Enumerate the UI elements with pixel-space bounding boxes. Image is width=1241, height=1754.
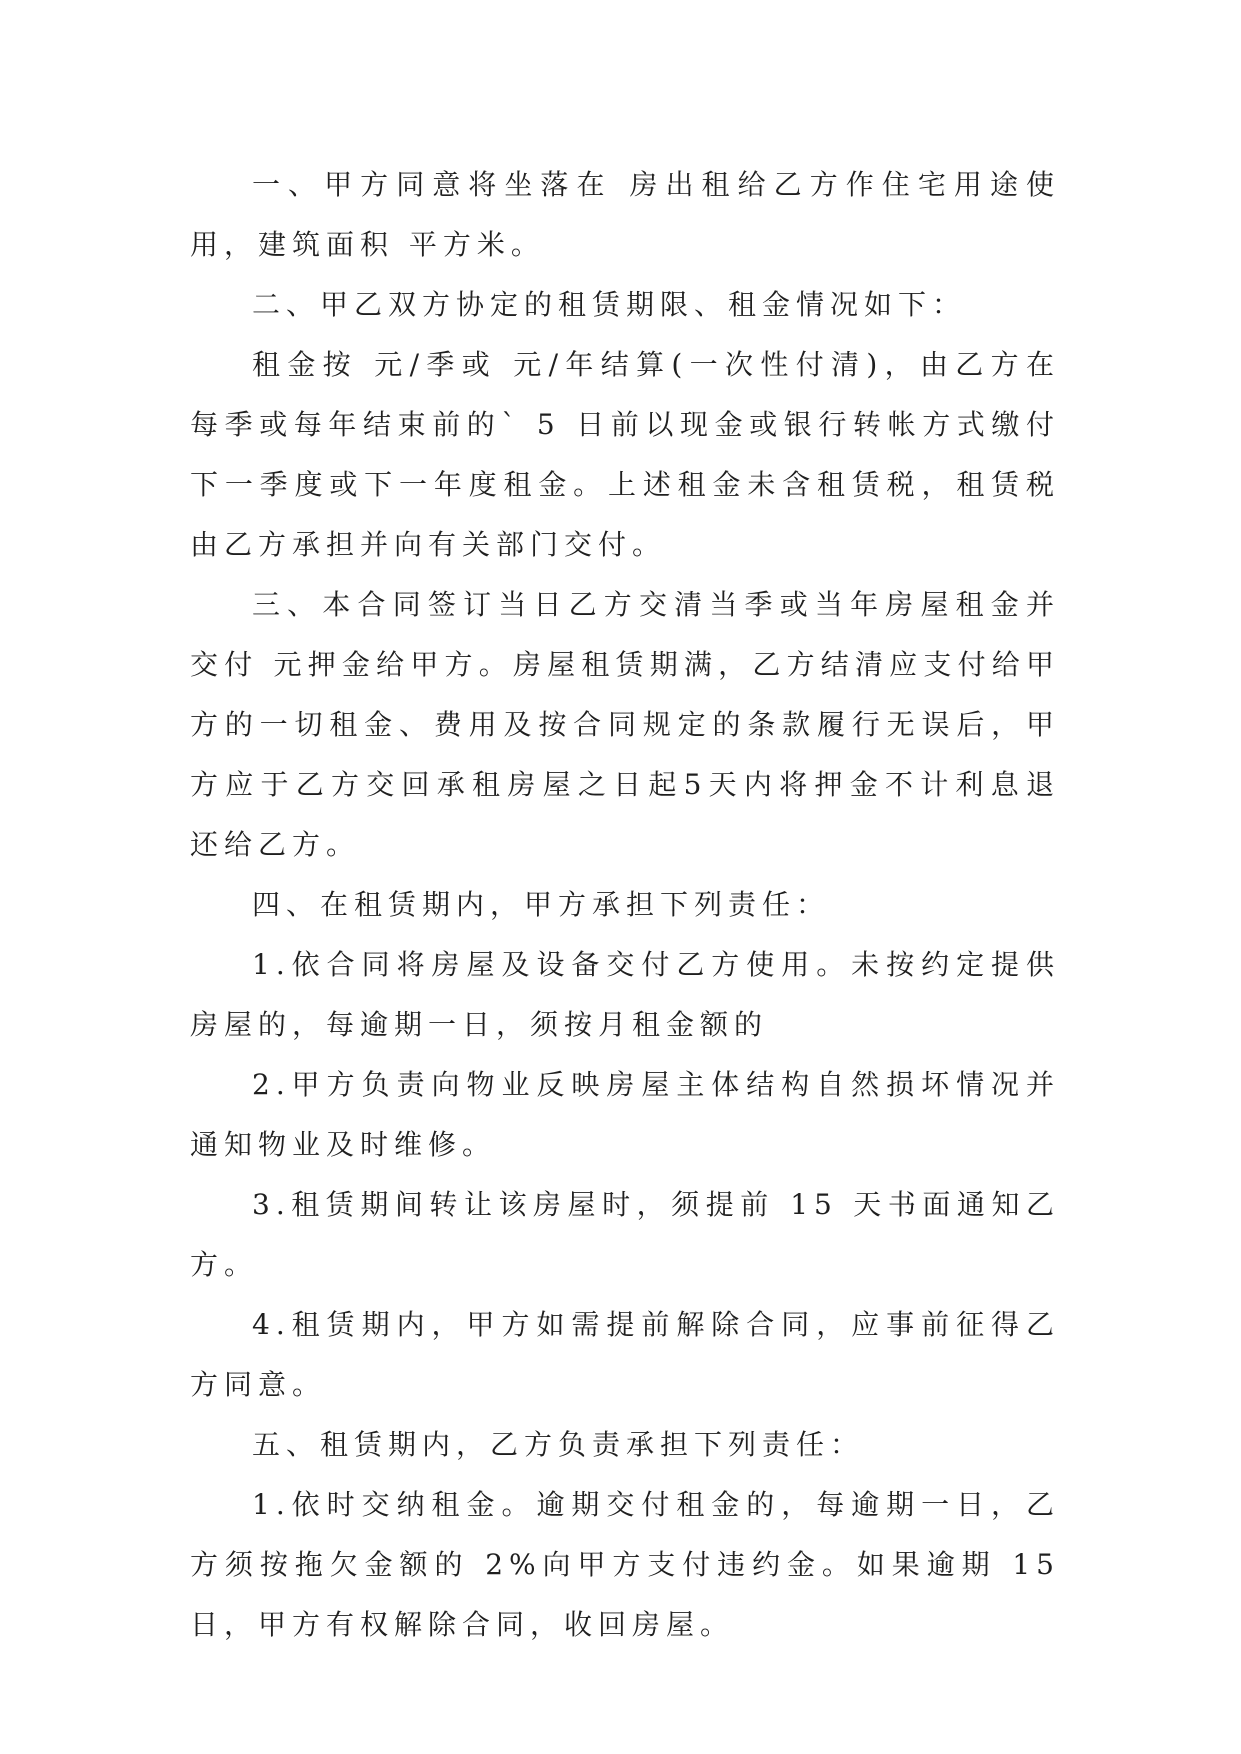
clause-4-item-2: 2.甲方负责向物业反映房屋主体结构自然损坏情况并通知物业及时维修。 [190, 1068, 1060, 1161]
clause-3-paragraph: 三、本合同签订当日乙方交清当季或当年房屋租金并交付 元押金给甲方。房屋租赁期满，乙方结清应支付给甲方的一切租金、费用及按合同规定的条款履行无误后，甲方应于乙方交回承租房屋之日起5天内将押金不计利息退还给乙方。 [190, 588, 1060, 861]
clause-4-item-4: 4.租赁期内，甲方如需提前解除合同，应事前征得乙方同意。 [190, 1308, 1060, 1401]
clause-4-heading: 四、在租赁期内，甲方承担下列责任： [252, 888, 831, 921]
clause-2-heading: 二、甲乙双方协定的租赁期限、租金情况如下： [252, 288, 967, 321]
rent-terms-paragraph: 租金按 元/季或 元/年结算(一次性付清)，由乙方在每季或每年结束前的` 5 日前以现金或银行转帐方式缴付下一季度或下一年度租金。上述租金未含租赁税，租赁税由乙方承担并向有关部门交付。 [190, 348, 1060, 561]
document-body [190, 155, 1060, 1655]
clause-1-paragraph: 一、甲方同意将坐落在 房出租给乙方作住宅用途使用，建筑面积 平方米。 [190, 168, 1060, 261]
clause-4-item-3: 3.租赁期间转让该房屋时，须提前 15 天书面通知乙方。 [190, 1188, 1060, 1281]
clause-5-item-1: 1.依时交纳租金。逾期交付租金的，每逾期一日，乙方须按拖欠金额的 2%向甲方支付违约金。如果逾期 15 日，甲方有权解除合同，收回房屋。 [190, 1488, 1060, 1641]
clause-5-heading: 五、租赁期内，乙方负责承担下列责任： [252, 1428, 865, 1461]
clause-4-item-1: 1.依合同将房屋及设备交付乙方使用。未按约定提供房屋的，每逾期一日，须按月租金额的 [190, 948, 1060, 1041]
